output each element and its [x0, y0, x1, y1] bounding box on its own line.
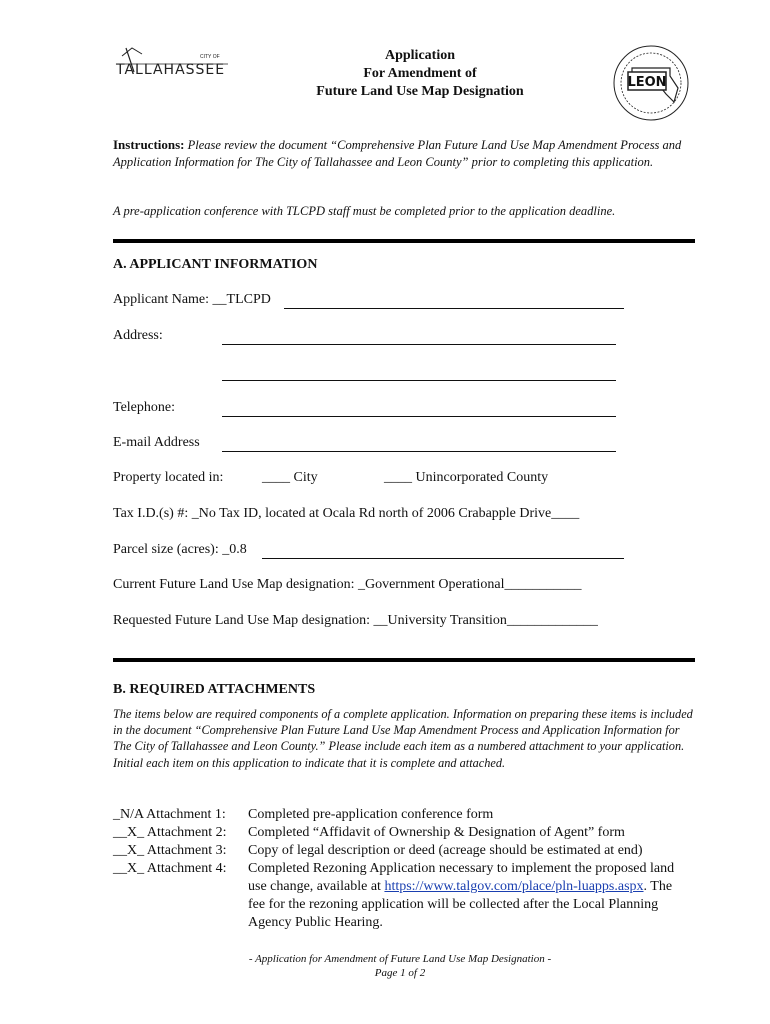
attachment-item: [113, 860, 248, 878]
footer-title: - Application for Amendment of Future Land Use Map Designation -: [248, 953, 552, 965]
address-label: Address:: [113, 328, 163, 343]
instructions-label: Instructions:: [113, 137, 185, 152]
address-line-2[interactable]: [222, 380, 616, 381]
title-line-3: Future Land Use Map Designation: [316, 84, 524, 99]
attachment-initial[interactable]: __X_ Attachment 2:: [113, 825, 227, 840]
attachment-description: Completed pre-application conference form: [248, 807, 494, 822]
leon-county-seal: [612, 44, 690, 122]
attachment-desc-post: . The fee for the rezoning application will be collected after the Local Planning Agency Public Hearing.: [248, 879, 673, 930]
attachment-description: [248, 860, 680, 932]
instructions: [113, 136, 683, 171]
attachment-initial[interactable]: _N/A Attachment 1:: [113, 807, 226, 822]
attachments-intro: The items below are required components of a complete application. Information on preparing these items is included in the document “Comprehensive Plan Future Land Use Map Amendment Process and Application Information for The City of Tallahassee and Leon County.” Please include each item as a numbered attachment to your application. Initial each item on this application to indicate that it is complete and attached.: [113, 707, 693, 770]
address-line-1[interactable]: [222, 344, 616, 345]
telephone-line[interactable]: [222, 416, 616, 417]
telephone-label: Telephone:: [113, 400, 175, 415]
parcel-size-label: Parcel size (acres): _0.8: [113, 542, 247, 557]
svg-text:TALLAHASSEE: TALLAHASSEE: [116, 62, 226, 78]
rezoning-application-link[interactable]: https://www.talgov.com/place/pln-luapps.aspx: [384, 879, 644, 894]
page-footer: [200, 952, 600, 980]
tax-id-field[interactable]: Tax I.D.(s) #: _No Tax ID, located at Ocala Rd north of 2006 Crabapple Drive____: [113, 506, 580, 521]
property-location-label: Property located in:: [113, 470, 224, 485]
email-line[interactable]: [222, 451, 616, 452]
section-b-heading: B. REQUIRED ATTACHMENTS: [113, 682, 316, 697]
instructions-text: Please review the document “Comprehensive Plan Future Land Use Map Amendment Process and Application Information for The City of Tallahassee and Leon County” prior to completing this application.: [113, 138, 682, 169]
city-option[interactable]: ____ City: [262, 470, 318, 485]
parcel-size-field[interactable]: [113, 542, 247, 558]
section-divider: [113, 658, 695, 662]
attachment-description: Copy of legal description or deed (acreage should be estimated at end): [248, 843, 643, 858]
svg-text:LEON: LEON: [627, 75, 667, 90]
unincorporated-county-option[interactable]: ____ Unincorporated County: [384, 470, 549, 485]
attachment-description: Completed “Affidavit of Ownership & Designation of Agent” form: [248, 825, 625, 840]
parcel-size-underline: [262, 558, 624, 559]
attachment-item: [113, 824, 248, 842]
section-divider: [113, 239, 695, 243]
section-a-heading: A. APPLICANT INFORMATION: [113, 257, 318, 272]
svg-text:CITY OF: CITY OF: [200, 54, 220, 60]
page-number: Page 1 of 2: [374, 967, 426, 979]
attachment-initial[interactable]: __X_ Attachment 4:: [113, 861, 227, 876]
pre-application-note: A pre-application conference with TLCPD staff must be completed prior to the application deadline.: [113, 204, 616, 218]
attachment-item: [113, 842, 248, 860]
email-label: E-mail Address: [113, 435, 200, 450]
title-line-1: Application: [384, 48, 455, 63]
attachment-item: [113, 806, 248, 824]
applicant-name-underline: [284, 308, 624, 309]
city-of-tallahassee-logo: [112, 44, 232, 88]
applicant-name-field[interactable]: [113, 292, 271, 308]
requested-flum-field[interactable]: Requested Future Land Use Map designation: __University Transition_____________: [113, 613, 598, 628]
attachment-desc-pre: Completed Rezoning Application necessary to implement the proposed land use change, available at: [248, 861, 675, 894]
attachment-initial[interactable]: __X_ Attachment 3:: [113, 843, 227, 858]
applicant-name-label: Applicant Name: __TLCPD: [113, 292, 271, 307]
current-flum-field[interactable]: Current Future Land Use Map designation: _Government Operational___________: [113, 577, 582, 592]
title-line-2: For Amendment of: [363, 66, 477, 81]
document-title: [250, 47, 590, 101]
